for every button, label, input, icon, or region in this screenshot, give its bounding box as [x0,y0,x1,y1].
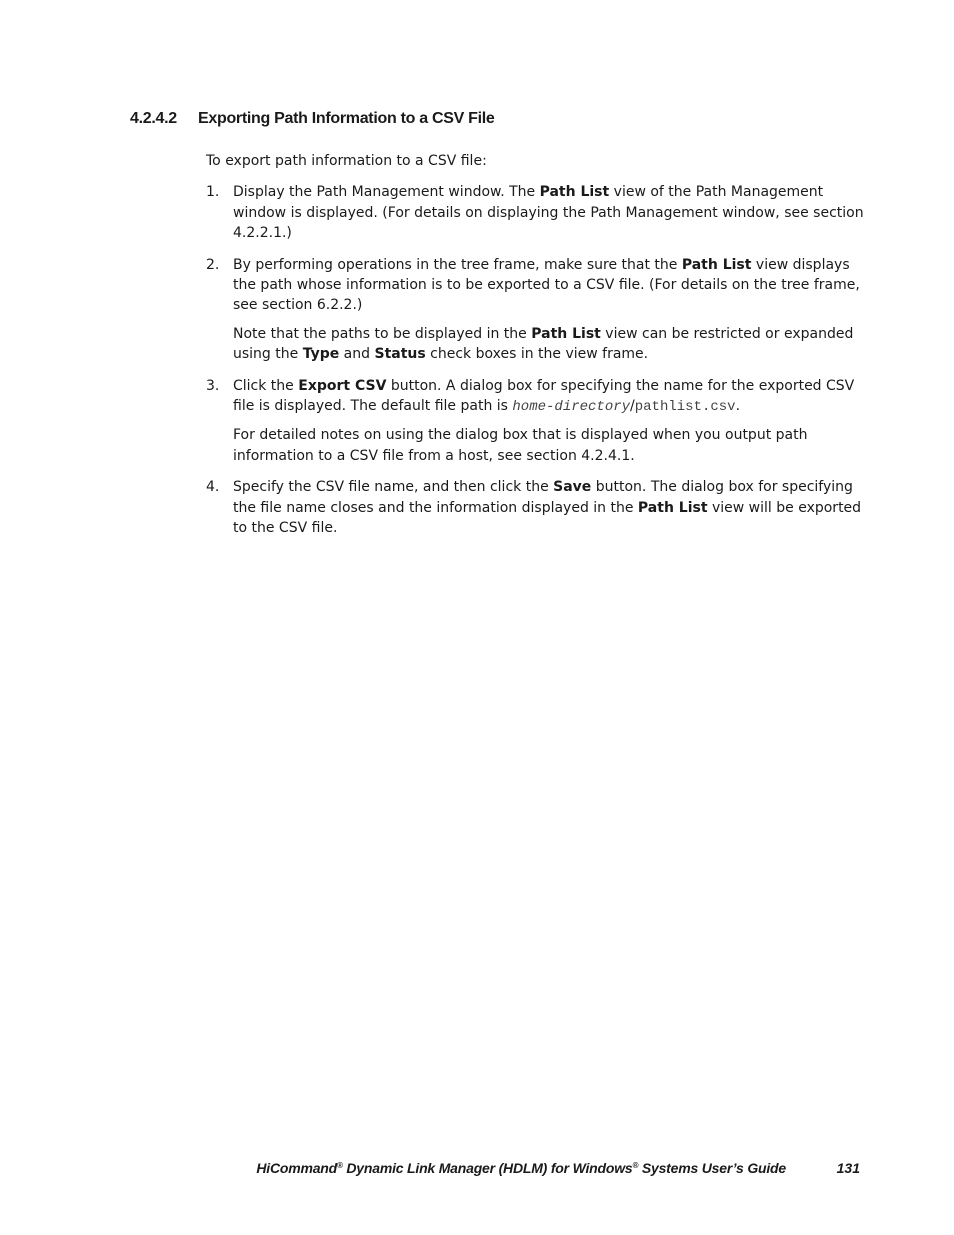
step-text [233,477,866,538]
text-run: view of the Path Management window is displayed. (For details on displaying the Path Management window, see section 4.2.2.1.) [233,184,864,242]
text-run: view can be restricted or expanded using the [233,325,854,363]
ui-term-path-list: Path List [531,325,601,342]
ui-term-path-list: Path List [637,499,708,516]
ui-term-export-csv: Export CSV [298,377,387,394]
text-run: HiCommand [256,1160,337,1176]
code-pathlist-filename: pathlist.csv [634,399,736,416]
text-run: button. A dialog box for specifying the name for the exported CSV file is displayed. The default file path is [233,377,855,415]
ui-term-path-list: Path List [539,184,610,201]
ui-term-save: Save [553,479,592,496]
document-body [206,151,866,550]
step-number: 4. [206,479,220,496]
text-run: Click the [233,377,299,394]
section-title: Exporting Path Information to a CSV File [198,110,495,127]
step-note [233,324,866,365]
ui-term-path-list: Path List [681,256,752,273]
text-run: button. The dialog box for specifying the file name closes and the information displayed in the [233,479,853,516]
list-item [206,255,866,365]
text-run: By performing operations in the tree frame, make sure that the [233,256,682,273]
text-run: Display the Path Management window. The [233,184,540,201]
section-heading [130,110,494,128]
text-run: Specify the CSV file name, and then click the [233,479,554,496]
text-run: view will be exported to the CSV file. [233,499,862,537]
page-number: 131 [836,1160,860,1176]
registered-mark: ® [632,1161,639,1170]
step-text [233,182,866,243]
ui-term-status: Status [374,346,426,363]
step-text [233,255,866,316]
text-run: Dynamic Link Manager (HDLM) for Windows [342,1160,633,1176]
list-item [206,376,866,467]
step-number: 3. [206,377,220,394]
steps-list [206,182,866,538]
text-run: / [630,398,635,415]
text-run: Systems User’s Guide [638,1160,786,1176]
text-run: and [339,346,375,363]
page-footer [0,1160,954,1180]
section-number: 4.2.4.2 [130,110,177,127]
text-run: check boxes in the view frame. [425,346,649,363]
step-number: 2. [206,256,220,273]
step-note: For detailed notes on using the dialog box that is displayed when you output path information to a CSV file from a host, see section 4.2.4.1. [233,427,808,464]
ui-term-type: Type [302,346,340,363]
text-run: view displays the path whose information is to be exported to a CSV file. (For details on the tree frame, see section 6.2.2.) [233,256,860,314]
list-item [206,182,866,243]
footer-guide-title [256,1160,786,1176]
registered-mark: ® [337,1161,343,1170]
step-text [233,376,866,418]
text-run: Note that the paths to be displayed in the [233,325,532,342]
code-home-directory: home-directory [512,399,631,416]
text-run: . [735,398,741,415]
step-number: 1. [206,184,220,201]
list-item [206,477,866,538]
intro-text: To export path information to a CSV file: [206,153,487,169]
